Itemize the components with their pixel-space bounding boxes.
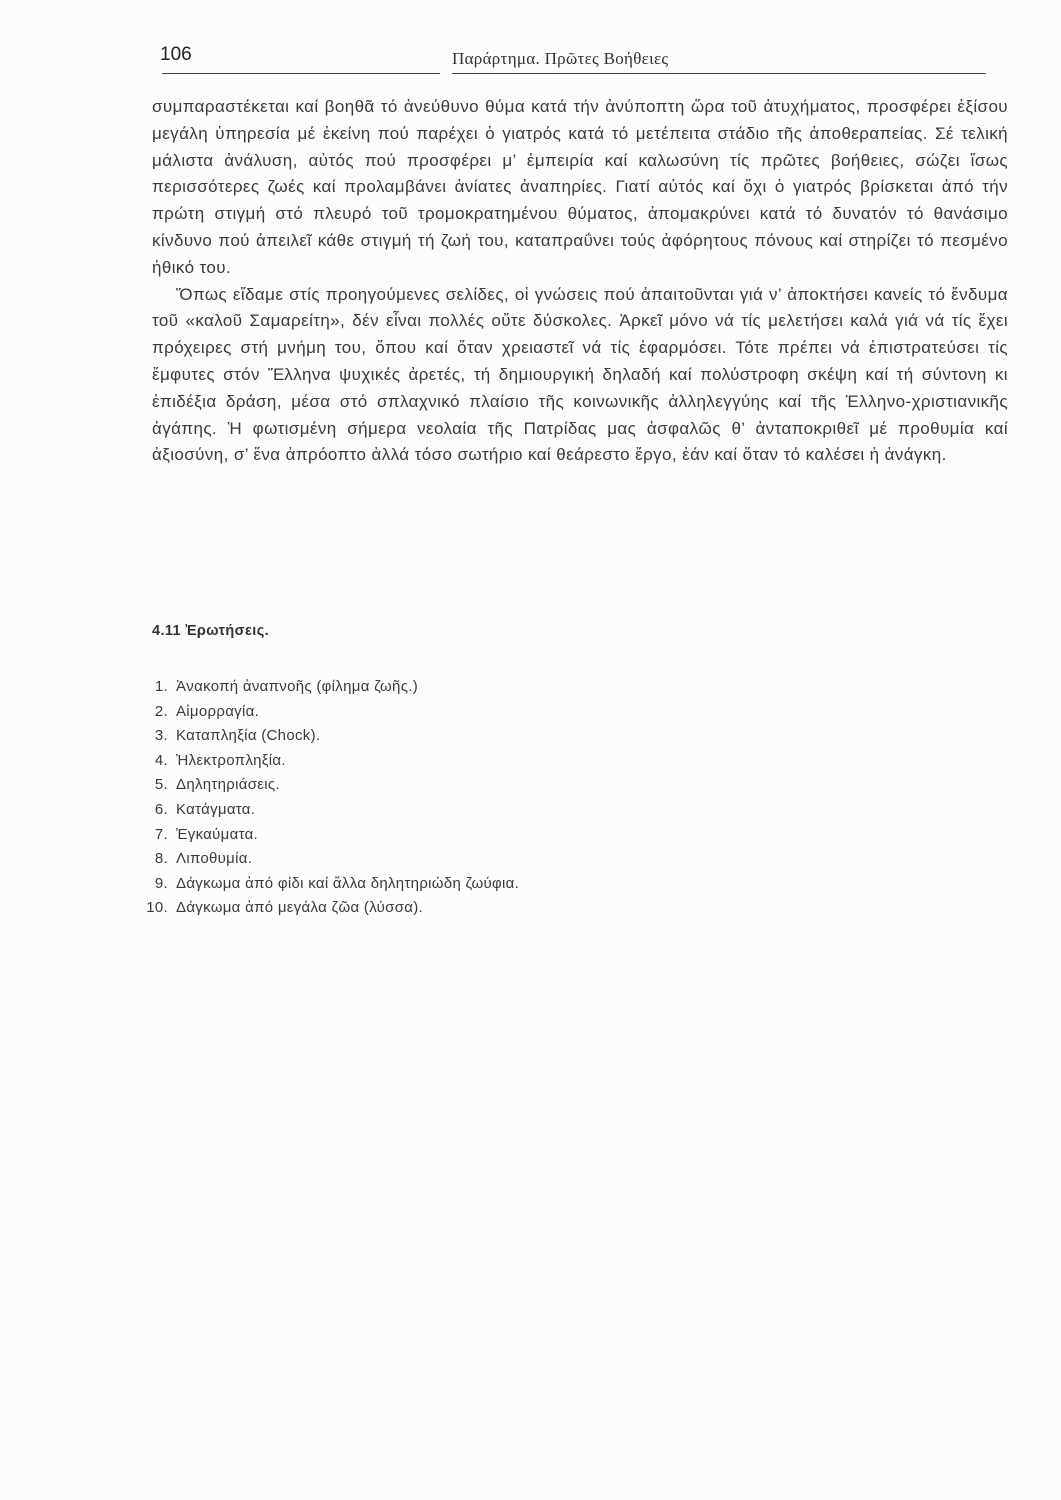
item-text: Ἀνακοπή ἀναπνοῆς (φίλημα ζωῆς.) xyxy=(176,678,418,695)
item-text: Ἠλεκτροπληξία. xyxy=(176,751,286,769)
item-text: Ἐγκαύματα. xyxy=(176,825,259,843)
list-item xyxy=(146,675,519,700)
item-text: Κατάγματα. xyxy=(176,800,256,818)
list-item xyxy=(146,749,519,774)
item-number: 9. xyxy=(154,874,168,892)
item-number: 8. xyxy=(154,850,168,868)
paragraph: Ὅπως εἴδαμε στίς προηγούμενες σελίδες, οἱ γνώσεις πού ἀπαιτοῦνται γιά ν’ ἀποκτήσει κανείς τό ἔνδυμα τοῦ «καλοῦ Σαμαρείτη», δέν εἶναι πολλές οὔτε δύσκολες. Ἀρκεῖ μόνο νά τίς μελετήσει καλά γιά νά τίς ἔχει πρόχειρες στή μνήμη του, ὅπου καί ὅταν χρειαστεῖ νά τίς ἐφαρμόσει. Τότε πρέπει νά ἐπιστρατεύσει τίς ἔμφυτες στόν Ἕλληνα ψυχικές ἀρετές, τή δημιουργική δηλαδή καί πολύστροφη σκέψη καί τή σύντονη κι ἐπιδέξια δράση, μέσα στό σπλαχνικό πλαίσιο τῆς κοινωνικῆς ἀλληλεγγύης καί τῆς Ἑλληνο-χριστιανικῆς ἀγάπης. Ἡ φωτισμένη σήμερα νεολαία τῆς Πατρίδας μας ἀσφαλῶς θ’ ἀνταποκριθεῖ μέ προθυμία καί ἀξιοσύνη, σ’ ἕνα ἀπρόοπτο ἀλλά τόσο σωτήριο καί θεάρεστο ἔργο, ἐάν καί ὅταν τό καλέσει ἡ ἀνάγκη. xyxy=(152,284,1008,465)
list-item xyxy=(146,847,519,872)
item-text: Λιποθυμία. xyxy=(176,850,253,868)
running-head: Παράρτημα. Πρῶτες Βοήθειες xyxy=(452,49,669,68)
item-number: 6. xyxy=(154,800,168,818)
list-item xyxy=(146,823,519,848)
item-text: Δάγκωμα ἀπό μεγάλα ζῶα (λύσσα). xyxy=(176,899,423,917)
list-item xyxy=(146,773,519,798)
item-number: 10. xyxy=(146,899,168,917)
paragraph: συμπαραστέκεται καί βοηθᾶ τό ἀνεύθυνο θύμα κατά τήν ἀνύποπτη ὥρα τοῦ ἀτυχήματος, προσφέρει ἐξίσου μεγάλη ὑπηρεσία μέ ἐκείνη πού παρέχει ὁ γιατρός κατά τό μετέπειτα στάδιο τῆς ἀποθεραπείας. Σέ τελική μάλιστα ἀνάλυση, αὐτός πού προσφέρει μ’ ἐμπειρία καί καλωσύνη τίς πρῶτες βοήθειες, σώζει ἴσως περισσότερες ζωές καί προλαμβάνει ἀνίατες ἀναπηρίες. Γιατί αὐτός καί ὄχι ὁ γιατρός βρίσκεται ἀπό τήν πρώτη στιγμή στό πλευρό τοῦ τρομοκρατημένου θύματος, ἀπομακρύνει κατά τό δυνατόν τό θανάσιμο κίνδυνο πού ἀπειλεῖ κάθε στιγμή τή ζωή του, καταπραΰνει τούς ἀφόρητους πόνους καί στηρίζει τό πεσμένο ἠθικό του. xyxy=(152,97,1008,277)
item-text: Δάγκωμα ἀπό φίδι καί ἄλλα δηλητηριώδη ζωύφια. xyxy=(176,874,520,892)
item-number: 2. xyxy=(154,702,168,720)
item-number: 7. xyxy=(154,825,168,843)
list-item xyxy=(146,798,519,823)
item-number: 1. xyxy=(154,678,168,695)
header-rule-left xyxy=(162,73,440,74)
item-text: Δηλητηριάσεις. xyxy=(176,776,280,794)
body-text xyxy=(152,94,1008,469)
item-number: 3. xyxy=(154,727,168,745)
list-item xyxy=(146,724,519,749)
header-rule-right xyxy=(452,73,986,74)
page-number: 106 xyxy=(160,44,192,65)
list-item xyxy=(146,872,519,897)
item-text: Καταπληξία (Chock). xyxy=(176,727,321,745)
item-number: 5. xyxy=(154,776,168,794)
questions-list xyxy=(146,675,519,921)
item-text: Αἱμορραγία. xyxy=(176,702,260,720)
list-item xyxy=(146,700,519,725)
list-item xyxy=(146,896,519,921)
section-title: 4.11 Ἐρωτήσεις. xyxy=(152,623,270,639)
item-number: 4. xyxy=(154,751,168,769)
